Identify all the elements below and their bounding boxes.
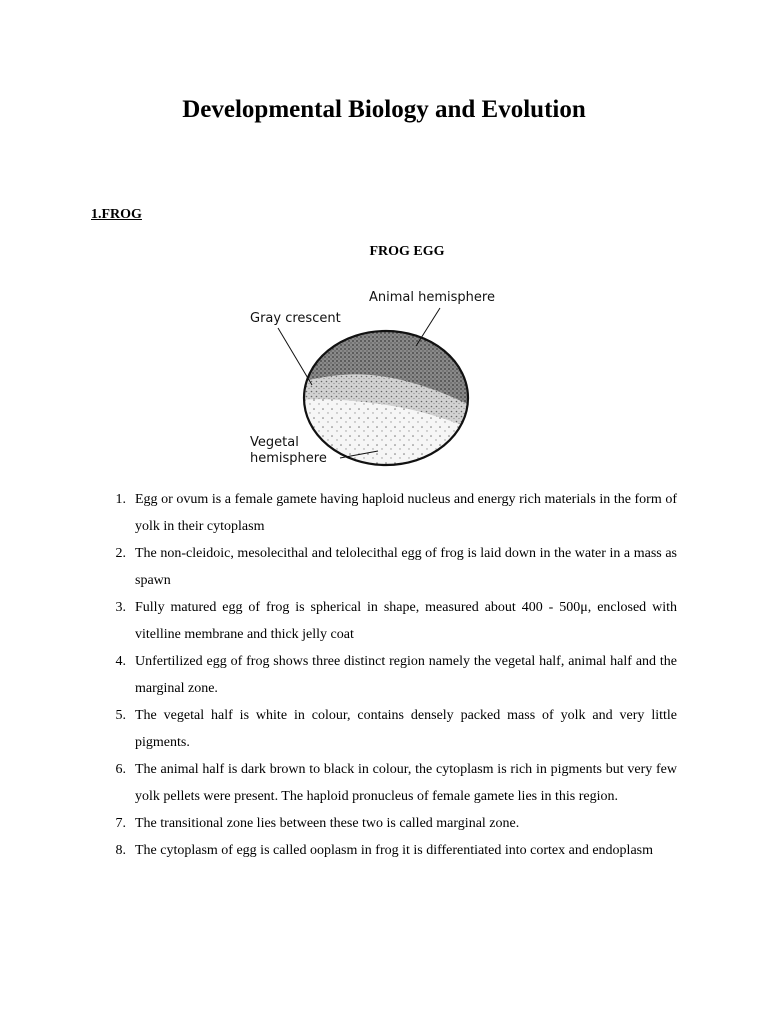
list-item	[110, 810, 677, 837]
list-item-number: 3.	[115, 600, 126, 615]
animal-hemisphere-label: Animal hemisphere	[369, 290, 495, 305]
figure-caption: FROG EGG	[369, 244, 445, 259]
list-item-number: 7.	[115, 816, 126, 831]
list-item-text: Fully matured egg of frog is spherical in shape, measured about 400 - 500μ, enclosed with vitelline membrane and thick jelly coat	[135, 600, 677, 642]
list-item	[110, 648, 677, 702]
list-item	[110, 594, 677, 648]
list-item-text: The vegetal half is white in colour, contains densely packed mass of yolk and very little pigments.	[135, 708, 677, 750]
list-item-number: 8.	[115, 843, 126, 858]
list-item-text: The non-cleidoic, mesolecithal and telolecithal egg of frog is laid down in the water in a mass as spawn	[135, 546, 677, 588]
list-item-text: The transitional zone lies between these two is called marginal zone.	[135, 816, 520, 831]
list-item-text: The animal half is dark brown to black in colour, the cytoplasm is rich in pigments but very few yolk pellets were present. The haploid pronucleus of female gamete lies in this region.	[135, 762, 677, 804]
numbered-list	[110, 486, 677, 864]
gray-crescent-pointer	[278, 328, 312, 385]
list-item-number: 6.	[115, 762, 126, 777]
list-item-text: Unfertilized egg of frog shows three distinct region namely the vegetal half, animal half and the marginal zone.	[135, 654, 677, 696]
list-item-number: 5.	[115, 708, 126, 723]
vegetal-hemisphere-label-line2: hemisphere	[250, 451, 327, 466]
list-item-number: 2.	[115, 546, 126, 561]
frog-egg-diagram	[240, 280, 540, 475]
document-title: Developmental Biology and Evolution	[182, 96, 586, 123]
list-item-text: The cytoplasm of egg is called ooplasm in frog it is differentiated into cortex and endoplasm	[135, 843, 653, 858]
list-item-text: Egg or ovum is a female gamete having haploid nucleus and energy rich materials in the form of yolk in their cytoplasm	[135, 492, 677, 534]
list-item-number: 1.	[115, 492, 126, 507]
list-item	[110, 540, 677, 594]
vegetal-hemisphere-label-line1: Vegetal	[250, 435, 299, 450]
frog-egg-figure	[240, 280, 540, 475]
egg-body	[300, 328, 475, 468]
gray-crescent-label: Gray crescent	[250, 311, 341, 326]
list-item	[110, 756, 677, 810]
list-item	[110, 837, 677, 864]
list-item	[110, 486, 677, 540]
list-item-number: 4.	[115, 654, 126, 669]
section-heading: 1.FROG	[91, 207, 142, 222]
list-item	[110, 702, 677, 756]
